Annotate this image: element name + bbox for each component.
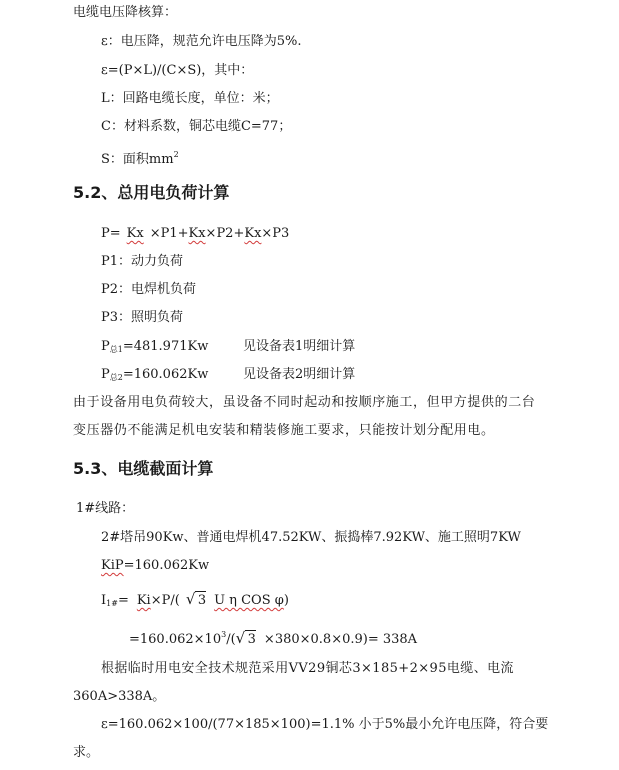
area-unit-exponent: 2 [173,150,179,159]
verify-title: 电缆电压降核算： [73,5,178,20]
sqrt-3 [186,592,206,610]
calc-part-a: =160.062×10 [129,632,222,647]
conclusion-line-1: 根据临时用电安全技术规范采用VV29铜芯3×185+2×95电缆、电流 [101,661,514,676]
formula-middle: ×P/( [150,593,180,608]
length-definition: L：回路电缆长度，单位：米； [101,91,279,106]
total-load-formula [101,225,289,243]
material-coefficient-definition: C：材料系数，铜芯电缆C=77； [101,119,292,134]
sqrt-radicand: 3 [247,632,256,647]
total-power-2-value: =160.062Kw [122,367,209,382]
equals-sign: = [117,593,129,608]
voltage-drop-formula: ε=(P×L)/(C×S)，其中： [101,63,254,78]
voltage-drop-check-line-1: ε=160.062×100/(77×185×100)=1.1% 小于5%最小允许电压降，符合要 [101,717,549,732]
section-5-3-heading: 5.3、电缆截面计算 [73,459,214,478]
formula-part: Kx [188,226,206,241]
kip-line [101,557,209,575]
ki-symbol: Ki [136,593,151,608]
radical-sign-icon: √ [235,629,246,647]
area-definition-text: S：面积mm [101,152,174,167]
calc-exponent: 3 [221,630,227,639]
section-5-2-heading: 5.2、总用电负荷计算 [73,183,230,202]
area-definition [101,146,179,169]
total-power-1-note: 见设备表1明细计算 [243,339,356,354]
total-power-2-note: 见设备表2明细计算 [243,367,356,382]
circuit-loads: 2#塔吊90Kw、普通电焊机47.52KW、振捣棒7.92KW、施工照明7KW [101,530,521,545]
total-power-1-value: =481.971Kw [122,339,209,354]
formula-part: Kx [126,226,144,241]
conclusion-line-2: 360A>338A。 [73,689,166,704]
formula-close: ) [283,593,289,608]
p2-definition: P2：电焊机负荷 [101,282,197,297]
formula-part: Kx [244,226,262,241]
current-formula [101,592,289,613]
circuit-name: 1#线路： [76,501,135,516]
u-cos-term: U η COS φ [214,593,284,608]
formula-part: ×P2+ [205,226,245,241]
sqrt-3 [236,631,256,649]
p-subscript: 总2 [109,373,123,382]
calc-part-c: ×380×0.8×0.9)= 338A [263,632,418,647]
formula-part: ×P1+ [149,226,189,241]
formula-part: ×P3 [261,226,290,241]
current-subscript: 1# [106,599,118,608]
p-symbol: P [101,339,110,354]
radical-sign-icon: √ [185,590,196,608]
p-symbol: P [101,367,110,382]
calc-part-b: /( [226,632,236,647]
eps-definition: ε：电压降，规范允许电压降为5%. [101,34,302,49]
current-calculation [129,626,417,649]
load-paragraph-line-1: 由于设备用电负荷较大，虽设备不同时起动和按顺序施工，但甲方提供的二台 [73,395,536,410]
p3-definition: P3：照明负荷 [101,310,184,325]
total-power-1 [101,338,208,359]
p1-definition: P1：动力负荷 [101,254,184,269]
p-subscript: 总1 [109,345,123,354]
kip-label: KiP [101,558,124,573]
total-power-2 [101,366,208,387]
kip-value: =160.062Kw [123,558,210,573]
formula-part: P= [101,226,121,241]
voltage-drop-check-line-2: 求。 [73,745,100,760]
current-symbol: I [101,593,107,608]
load-paragraph-line-2: 变压器仍不能满足机电安装和精装修施工要求，只能按计划分配用电。 [73,423,495,438]
sqrt-radicand: 3 [197,593,207,608]
